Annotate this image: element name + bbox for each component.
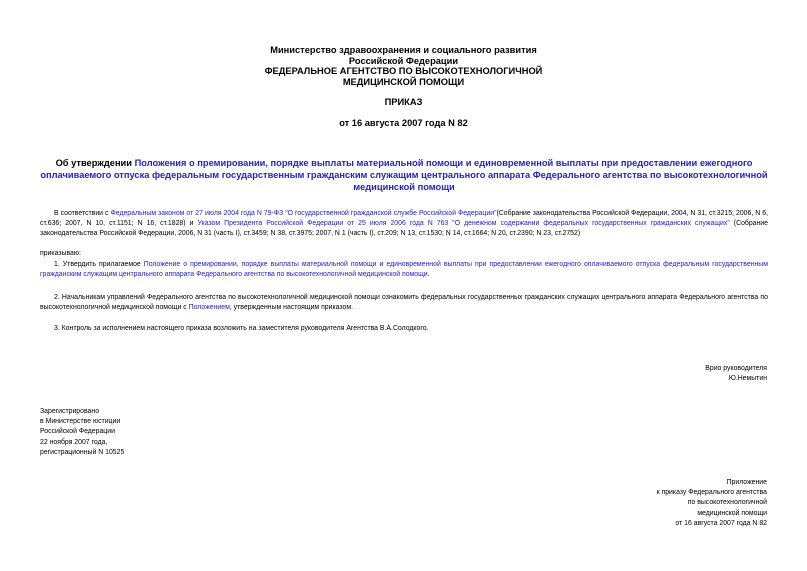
appendix-line-5: от 16 августа 2007 года N 82 (675, 519, 767, 527)
federal-law-link[interactable]: Федеральным законом от 27 июля 2004 года N 79-ФЗ "О государственной гражданской службе Российской Федерации" (110, 210, 497, 217)
registration-line-2: в Министерстве юстиции (40, 418, 121, 426)
appendix-block (657, 478, 767, 529)
document-header (0, 45, 807, 87)
preamble-text-1: В соответствии с (54, 210, 111, 217)
appendix-line-3: по высокотехнологичной (687, 499, 767, 507)
ministry-line-2: Российской Федерации (348, 55, 459, 66)
registration-line-3: Российской Федерации (40, 428, 115, 436)
appendix-line-2: к приказу Федерального агентства (656, 489, 767, 497)
agency-line-2: МЕДИЦИНСКОЙ ПОМОЩИ (342, 76, 465, 87)
registration-line-4: 22 ноября 2007 года, (40, 438, 108, 446)
presidential-decree-link[interactable]: Указом Президента Российской Федерации от 25 июля 2006 года N 763 "О денежном содержании федеральных государственных гражданских служащих" (197, 220, 730, 228)
item-1 (40, 260, 768, 280)
ministry-line-1: Министерство здравоохранения и социального развития (270, 45, 537, 55)
preamble-text-2: (Собрание законодательства Российской Федерации, 2004, N 31, ст.3215; 2006, N 6, ст.636; 2007, N 10, ст.1151; N 16, ст.1828) и (40, 210, 769, 228)
preamble-paragraph (40, 209, 768, 240)
item-3: 3. Контроль за исполнением настоящего приказа возложить на заместителя руководителя Агентства В.А.Солодкого. (54, 325, 429, 332)
signature-block (705, 364, 767, 384)
appendix-line-4: медицинской помощи (697, 509, 767, 517)
item-1-suffix: . (427, 271, 430, 279)
doc-type: ПРИКАЗ (384, 97, 423, 107)
appendix-line-1: Приложение (726, 479, 767, 486)
item-2-prefix: 2. Начальникам управлений Федерального агентства по высокотехнологичной медицинской помощи ознакомить федеральных государственных гражданских служащих центрального аппарата Федерального агентства по высокотехнологичной медицинской помощи с (40, 294, 768, 312)
item-2-suffix: , утвержденным настоящим приказом. (229, 304, 353, 312)
item-2-regulation-link[interactable]: Положением (188, 304, 230, 312)
preamble-text-3: (Собрание законодательства Российской Федерации, 2006, N 31 (часть I), ст.3459; N 38, ст.3975; 2007, N 1 (часть I), ст.209; N 13, ст.1530; N 14, ст.1664; N 20, ст.2390; N 23, ст.2752) (40, 220, 768, 238)
item-1-prefix: 1. Утвердить прилагаемое (54, 261, 144, 268)
doc-date-number: от 16 августа 2007 года N 82 (339, 118, 468, 128)
item-1-regulation-link[interactable]: Положение о премировании, порядке выплаты материальной помощи и единовременной выплаты при предоставлении ежегодного оплачиваемого отпуска федеральным государственным гражданским служащим центрального аппарата Федерального агентства по высокотехнологичной медицинской помощи (40, 261, 769, 279)
registration-line-5: регистрационный N 10525 (40, 448, 125, 456)
signature-name: Ю.Немытин (728, 375, 767, 383)
agency-line-1: ФЕДЕРАЛЬНОЕ АГЕНТСТВО ПО ВЫСОКОТЕХНОЛОГИЧНОЙ (264, 66, 543, 77)
title-prefix: Об утверждении (55, 158, 135, 168)
signature-position: Врио руководителя (705, 365, 767, 372)
document-title (40, 157, 768, 193)
registration-block (40, 407, 124, 458)
registration-line-1: Зарегистрировано (40, 408, 100, 415)
item-2 (40, 293, 768, 313)
title-regulation-link[interactable]: Положения о премировании, порядке выплаты материальной помощи и единовременной выплаты при предоставлении ежегодного оплачиваемого отпуска федеральным государственным гражданским служащим центрального аппарата Федерального агентства по высокотехнологичной медицинской помощи (40, 158, 768, 192)
order-word: приказываю: (40, 250, 81, 257)
